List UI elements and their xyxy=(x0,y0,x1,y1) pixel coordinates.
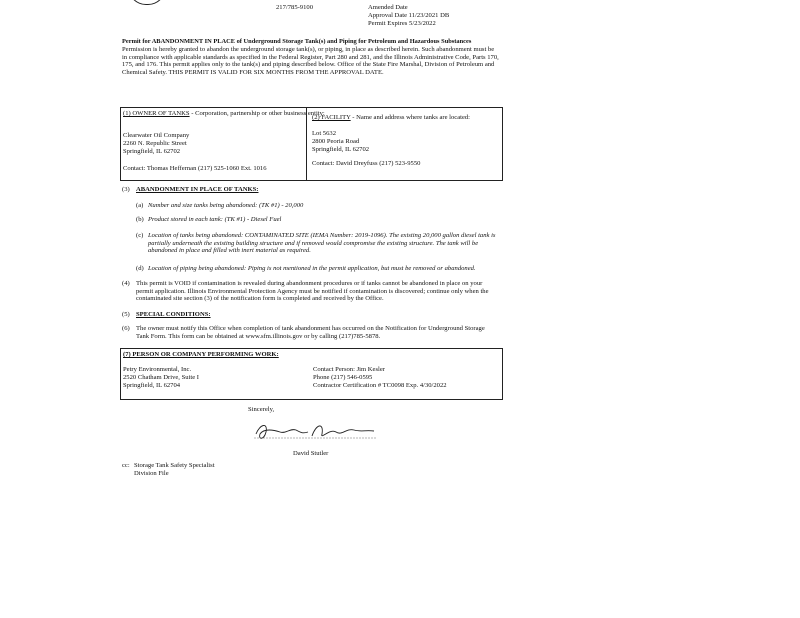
contractor-name: Petry Environmental, Inc. xyxy=(123,366,192,373)
signer-name: David Stutler xyxy=(293,450,329,457)
contractor-street: 2520 Chatham Drive, Suite I xyxy=(123,374,199,381)
signature-icon xyxy=(250,416,380,446)
cc-label: cc: xyxy=(122,462,130,469)
facility-name: Lot 5632 xyxy=(312,130,336,137)
item-d-text: Location of piping being abandoned: Piping is not mentioned in the permit application, but must be removed or abandoned. xyxy=(148,265,476,272)
permit-title: Permit for ABANDONMENT IN PLACE of Underground Storage Tank(s) and Piping for Petroleum and Hazardous Substances xyxy=(122,38,472,45)
cc-line-2: Division File xyxy=(134,470,169,477)
facility-street: 2800 Peoria Road xyxy=(312,138,360,145)
facility-city: Springfield, IL 62702 xyxy=(312,146,370,153)
section-3-label: (3) xyxy=(122,186,130,193)
header-permit-expires: Permit Expires 5/23/2022 xyxy=(368,20,436,27)
header-phone: 217/785-9100 xyxy=(276,4,313,11)
contractor-city: Springfield, IL 62704 xyxy=(123,382,181,389)
sincerely: Sincerely, xyxy=(248,406,275,413)
state-seal-icon xyxy=(128,0,166,5)
item-b-text: Product stored in each tank: (TK #1) - Diesel Fuel xyxy=(148,216,282,223)
section-5-heading: SPECIAL CONDITIONS: xyxy=(136,311,211,318)
contractor-contact-person: Contact Person: Jim Kesler xyxy=(313,366,385,373)
owner-heading: (1) OWNER OF TANKS - Corporation, partnership or other business entity: xyxy=(123,110,325,117)
header-amended-date: Amended Date xyxy=(368,4,408,11)
item-a-letter: (a) xyxy=(136,202,144,209)
header-approval-date: Approval Date 11/23/2021 DB xyxy=(368,12,450,19)
contractor-phone: Phone (217) 546-0595 xyxy=(313,374,373,381)
owner-name: Clearwater Oil Company xyxy=(123,132,190,139)
item-d-letter: (d) xyxy=(136,265,144,272)
item-b-letter: (b) xyxy=(136,216,144,223)
section-4-label: (4) xyxy=(122,280,130,287)
section-5-label: (5) xyxy=(122,311,130,318)
item-a-text: Number and size tanks being abandoned: (TK #1) - 20,000 xyxy=(148,202,304,209)
cc-line-1: Storage Tank Safety Specialist xyxy=(134,462,215,469)
owner-contact: Contact: Thomas Heffernan (217) 525-1060 Ext. 1016 xyxy=(123,165,267,172)
contractor-heading: (7) PERSON OR COMPANY PERFORMING WORK: xyxy=(123,351,279,358)
facility-heading: (2) FACILITY - Name and address where tanks are located: xyxy=(312,114,471,121)
owner-city: Springfield, IL 62702 xyxy=(123,148,181,155)
section-6-label: (6) xyxy=(122,325,130,332)
item-c-letter: (c) xyxy=(136,232,144,239)
section-6-text: The owner must notify this Office when completion of tank abandonment has occurred on the Notification for Underground Storage Tank Form. This form can be obtained at www.sfm.illinois.gov or by calling (217)785-5878. xyxy=(136,325,485,340)
contractor-certification: Contractor Certification # TC0098 Exp. 4/30/2022 xyxy=(313,382,447,389)
facility-contact: Contact: David Dreyfuss (217) 523-9550 xyxy=(312,160,421,167)
intro-paragraph: Permission is hereby granted to abandon the underground storage tank(s), or piping, in place as described herein. Such abandonment must be in compliance with applicable standards as specified in the Federal Register, Part 280 and 281, and the Illinois Administrative Code, Parts 170, 175, and 176. This permit applies only to the tank(s) and piping described below. Office of the State Fire Marshal, Division of Petroleum and Chemical Safety. THIS PERMIT IS VALID FOR SIX MONTHS FROM THE APPROVAL DATE. xyxy=(122,46,499,76)
item-c-text: Location of tanks being abandoned: CONTAMINATED SITE (IEMA Number: 2019-1096). The existing 20,000 gallon diesel tank is partially underneath the existing building structure and if removed would compromise the existing structure. The tank will be abandoned in place and filled with inert material as required. xyxy=(148,232,496,255)
owner-street: 2260 N. Republic Street xyxy=(123,140,187,147)
section-4-text: This permit is VOID if contamination is revealed during abandonment procedures or if tanks cannot be abandoned in place on your permit application. Illinois Environmental Protection Agency must be notified if contamination is discovered; continue only when the contaminated site section (3) of the notification form is completed and received by the Office. xyxy=(136,280,489,303)
section-3-heading: ABANDONMENT IN PLACE OF TANKS: xyxy=(136,186,259,193)
